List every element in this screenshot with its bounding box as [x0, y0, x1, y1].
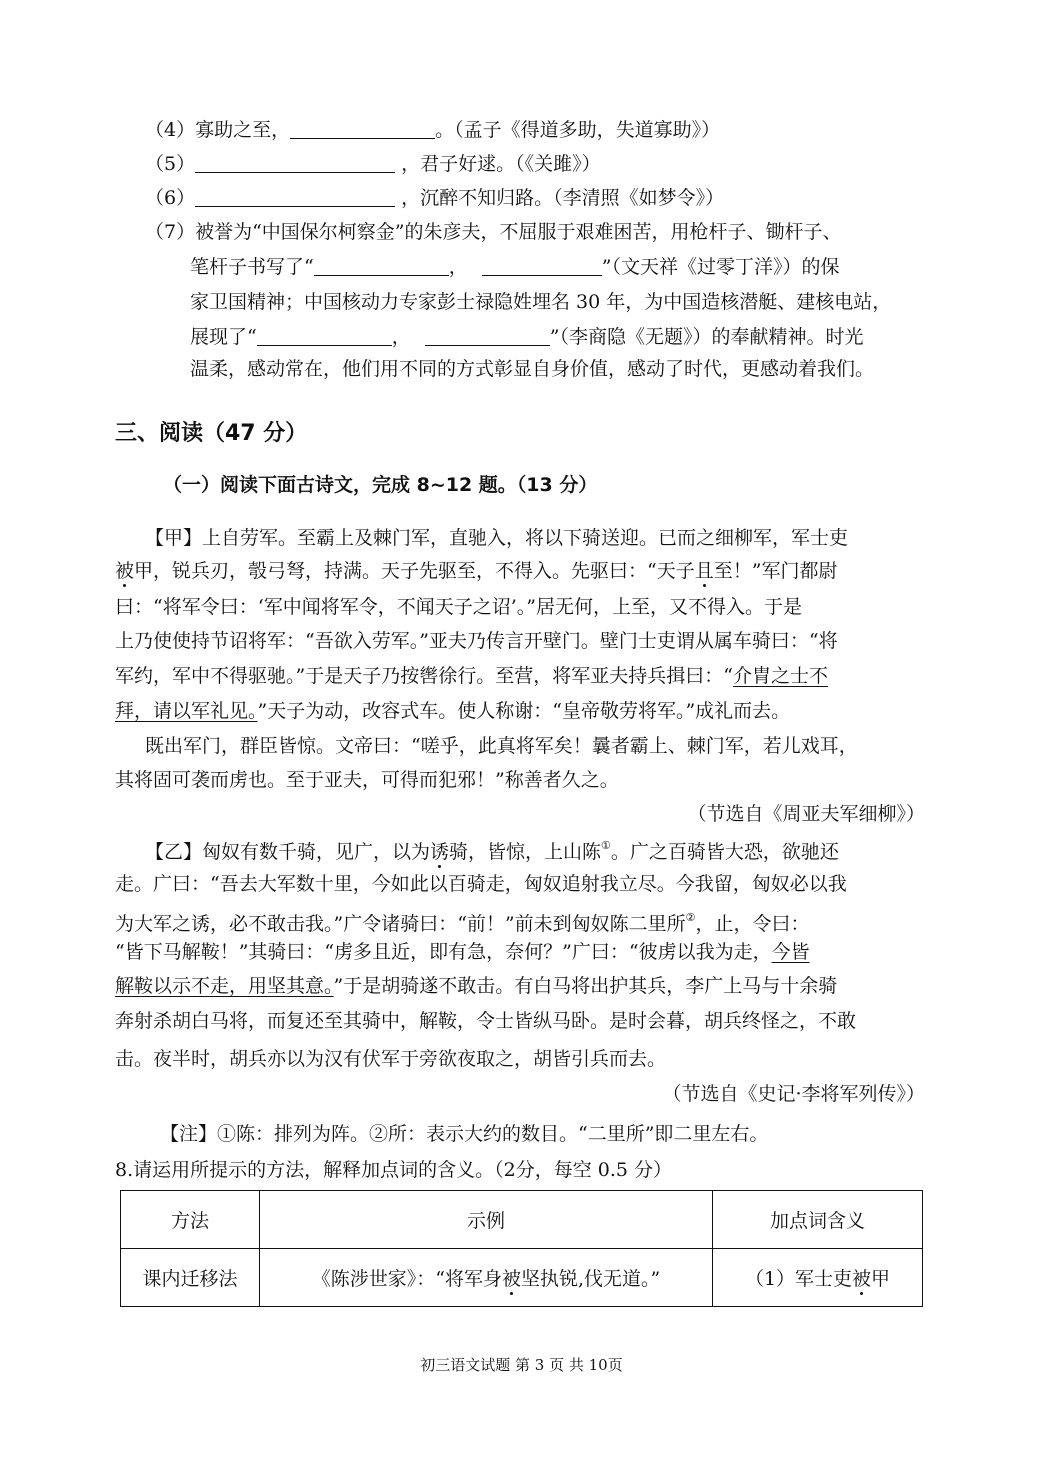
subsection-title: （一）阅读下面古诗文，完成 8~12 题。（13 分） [163, 474, 598, 496]
fill-item-7-line-5: 温柔，感动常在，他们用不同的方式彰显自身价值，感动了时代，更感动着我们。 [190, 358, 875, 380]
jia-line-5 [115, 662, 828, 690]
yi-text: ”于是胡骑遂不敢击。有白马将出护其兵，李广上马与十余骑 [333, 975, 838, 997]
item6-prefix: （6） [145, 187, 196, 209]
question-8-prompt: 8.请运用所提示的方法，解释加点词的含义。（2分，每空 0.5 分） [115, 1159, 673, 1181]
jia-line-2 [115, 557, 837, 585]
footnote-marker: ② [685, 911, 696, 924]
jia-text: 至！”军门都尉 [713, 560, 838, 582]
item6-suffix: ，沉醉不知归路。（李清照《如梦令》） [401, 187, 725, 209]
example-text: 《陈涉世家》：“将军身 [311, 1268, 502, 1290]
cell-meaning-answer[interactable] [713, 1249, 923, 1307]
item7-text: ， [448, 256, 468, 278]
question-8-table [120, 1190, 923, 1307]
jia-line-3: 曰：“将军令曰：‘军中闻将军令，不闻天子之诏’。”居无何，上至，又不得入。于是 [115, 596, 803, 618]
answer-blank[interactable] [195, 186, 395, 207]
section-title: 三、阅读（47 分） [115, 421, 308, 446]
fill-item-7-line-1: （7）被誉为“中国保尔柯察金”的朱彦夫，不屈服于艰难困苦，用枪杆子、锄杆子、 [145, 221, 842, 243]
yi-line-2: 走。广曰：“吾去大军数十里，今如此以百骑走，匈奴追射我立尽。今我留，匈奴必以我 [115, 873, 847, 895]
jia-line-7: 既出军门，群臣皆惊。文帝曰：“嗟乎，此真将军矣！曩者霸上、棘门军，若儿戏耳， [145, 735, 858, 757]
item7-text: ”（李商隐《无题》）的奉献精神。时光 [549, 326, 864, 348]
cell-example [260, 1249, 713, 1307]
item5-prefix: （5） [145, 153, 196, 175]
jia-line-8: 其将固可袭而虏也。至于亚夫，可得而犯邪！”称善者久之。 [115, 769, 619, 791]
fill-item-7-line-3: 家卫国精神；中国核动力专家彭士禄隐姓埋名 30 年，为中国造核潜艇、建核电站， [190, 291, 892, 313]
jia-line-1: 【甲】上自劳军。至霸上及棘门军，直驰入，将以下骑送迎。已而之细柳军，军士吏 [145, 527, 849, 549]
jia-text: 甲，锐兵刃，彀弓弩，持满。天子先驱至，不得入。先驱曰：“天子 [134, 560, 695, 582]
yi-text: “皆下马解鞍！”其骑曰：“虏多且近，即有急，奈何？”广曰：“彼虏以我为走， [115, 941, 772, 963]
example-text: 坚执锐,伐无道。” [520, 1268, 661, 1290]
item7-text: ， [391, 326, 411, 348]
yi-line-6: 奔射杀胡白马将，而复还至其骑中，解鞍，令士皆纵马卧。是时会暮，胡兵终怪之，不敢 [115, 1010, 857, 1032]
yi-text: 为大军之诱，必不敢击我。”广令诸骑曰：“前！”前未到匈奴陈二里所 [115, 913, 686, 935]
yi-text: 【乙】匈奴有数千骑，见广，以为 [145, 841, 431, 863]
fill-item-7-line-2 [190, 253, 839, 281]
yi-line-1 [145, 832, 839, 866]
answer-blank[interactable] [425, 325, 550, 346]
header-method: 方法 [121, 1191, 260, 1249]
item4-prefix: （4）寡助之至， [145, 119, 291, 141]
jia-text: 军约，军中不得驱驰。”于是天子乃按辔徐行。至营，将军亚夫持兵揖曰：“ [115, 665, 733, 687]
underlined-sentence: 今皆 [771, 941, 810, 963]
answer-blank[interactable] [257, 325, 392, 346]
jia-source: （节选自《周亚夫军细柳》） [687, 803, 925, 825]
yi-line-5 [115, 972, 837, 1000]
answer-blank[interactable] [482, 255, 602, 276]
annotation-note: 【注】①陈：排列为阵。②所：表示大约的数目。“二里所”即二里左右。 [160, 1123, 769, 1145]
item7-text: 展现了“ [190, 326, 257, 348]
yi-line-3 [115, 904, 810, 938]
underlined-sentence: 介胄之士不 [732, 665, 828, 687]
dotted-word: 被 [501, 1268, 521, 1290]
yi-text: ，止，令曰： [695, 913, 810, 935]
fill-item-6 [145, 184, 724, 212]
item5-suffix: ，君子好逑。（《关雎》） [401, 153, 601, 175]
header-example: 示例 [260, 1191, 713, 1249]
answer-blank[interactable] [314, 255, 449, 276]
jia-line-4: 上乃使使持节诏将军：“吾欲入劳军。”亚夫乃传言开壁门。壁门士吏谓从属车骑曰：“将 [115, 630, 838, 652]
fill-item-7-line-4 [190, 323, 863, 351]
jia-line-6 [115, 697, 790, 725]
table-row [121, 1249, 923, 1307]
meaning-text: 甲 [871, 1268, 891, 1290]
dotted-word: 被 [852, 1268, 872, 1290]
item7-text: ”（文天祥《过零丁洋》）的保 [601, 256, 840, 278]
underlined-sentence: 解鞍以示不走，用坚其意。 [115, 975, 334, 997]
footnote-marker: ① [601, 839, 611, 852]
dotted-word: 诱 [430, 841, 450, 863]
yi-source: （节选自《史记·李将军列传》） [662, 1083, 925, 1105]
meaning-text: （1）军士吏 [744, 1268, 853, 1290]
header-meaning: 加点词含义 [713, 1191, 923, 1249]
cell-method: 课内迁移法 [121, 1249, 260, 1307]
item4-suffix: 。（孟子《得道多助，失道寡助》） [435, 119, 721, 141]
yi-line-4 [115, 938, 810, 966]
answer-blank[interactable] [195, 152, 395, 173]
answer-blank[interactable] [290, 118, 435, 139]
fill-item-4 [145, 116, 720, 144]
dotted-word: 被 [115, 560, 135, 582]
yi-text: 骑，皆惊，上山陈 [449, 841, 602, 863]
fill-item-5 [145, 150, 601, 178]
underlined-sentence: 拜，请以军礼见。 [115, 700, 258, 722]
yi-line-7: 击。夜半时，胡兵亦以为汉有伏军于旁欲夜取之，胡皆引兵而去。 [115, 1048, 667, 1070]
table-header-row [121, 1191, 923, 1249]
item7-text: 笔杆子书写了“ [190, 256, 314, 278]
page-footer: 初三语文试题 第 3 页 共 10页 [420, 1356, 623, 1374]
yi-text: 。广之百骑皆大恐，欲驰还 [610, 841, 839, 863]
dotted-word: 且 [694, 560, 714, 582]
jia-text: ”天子为动，改容式车。使人称谢：“皇帝敬劳将军。”成礼而去。 [257, 700, 791, 722]
